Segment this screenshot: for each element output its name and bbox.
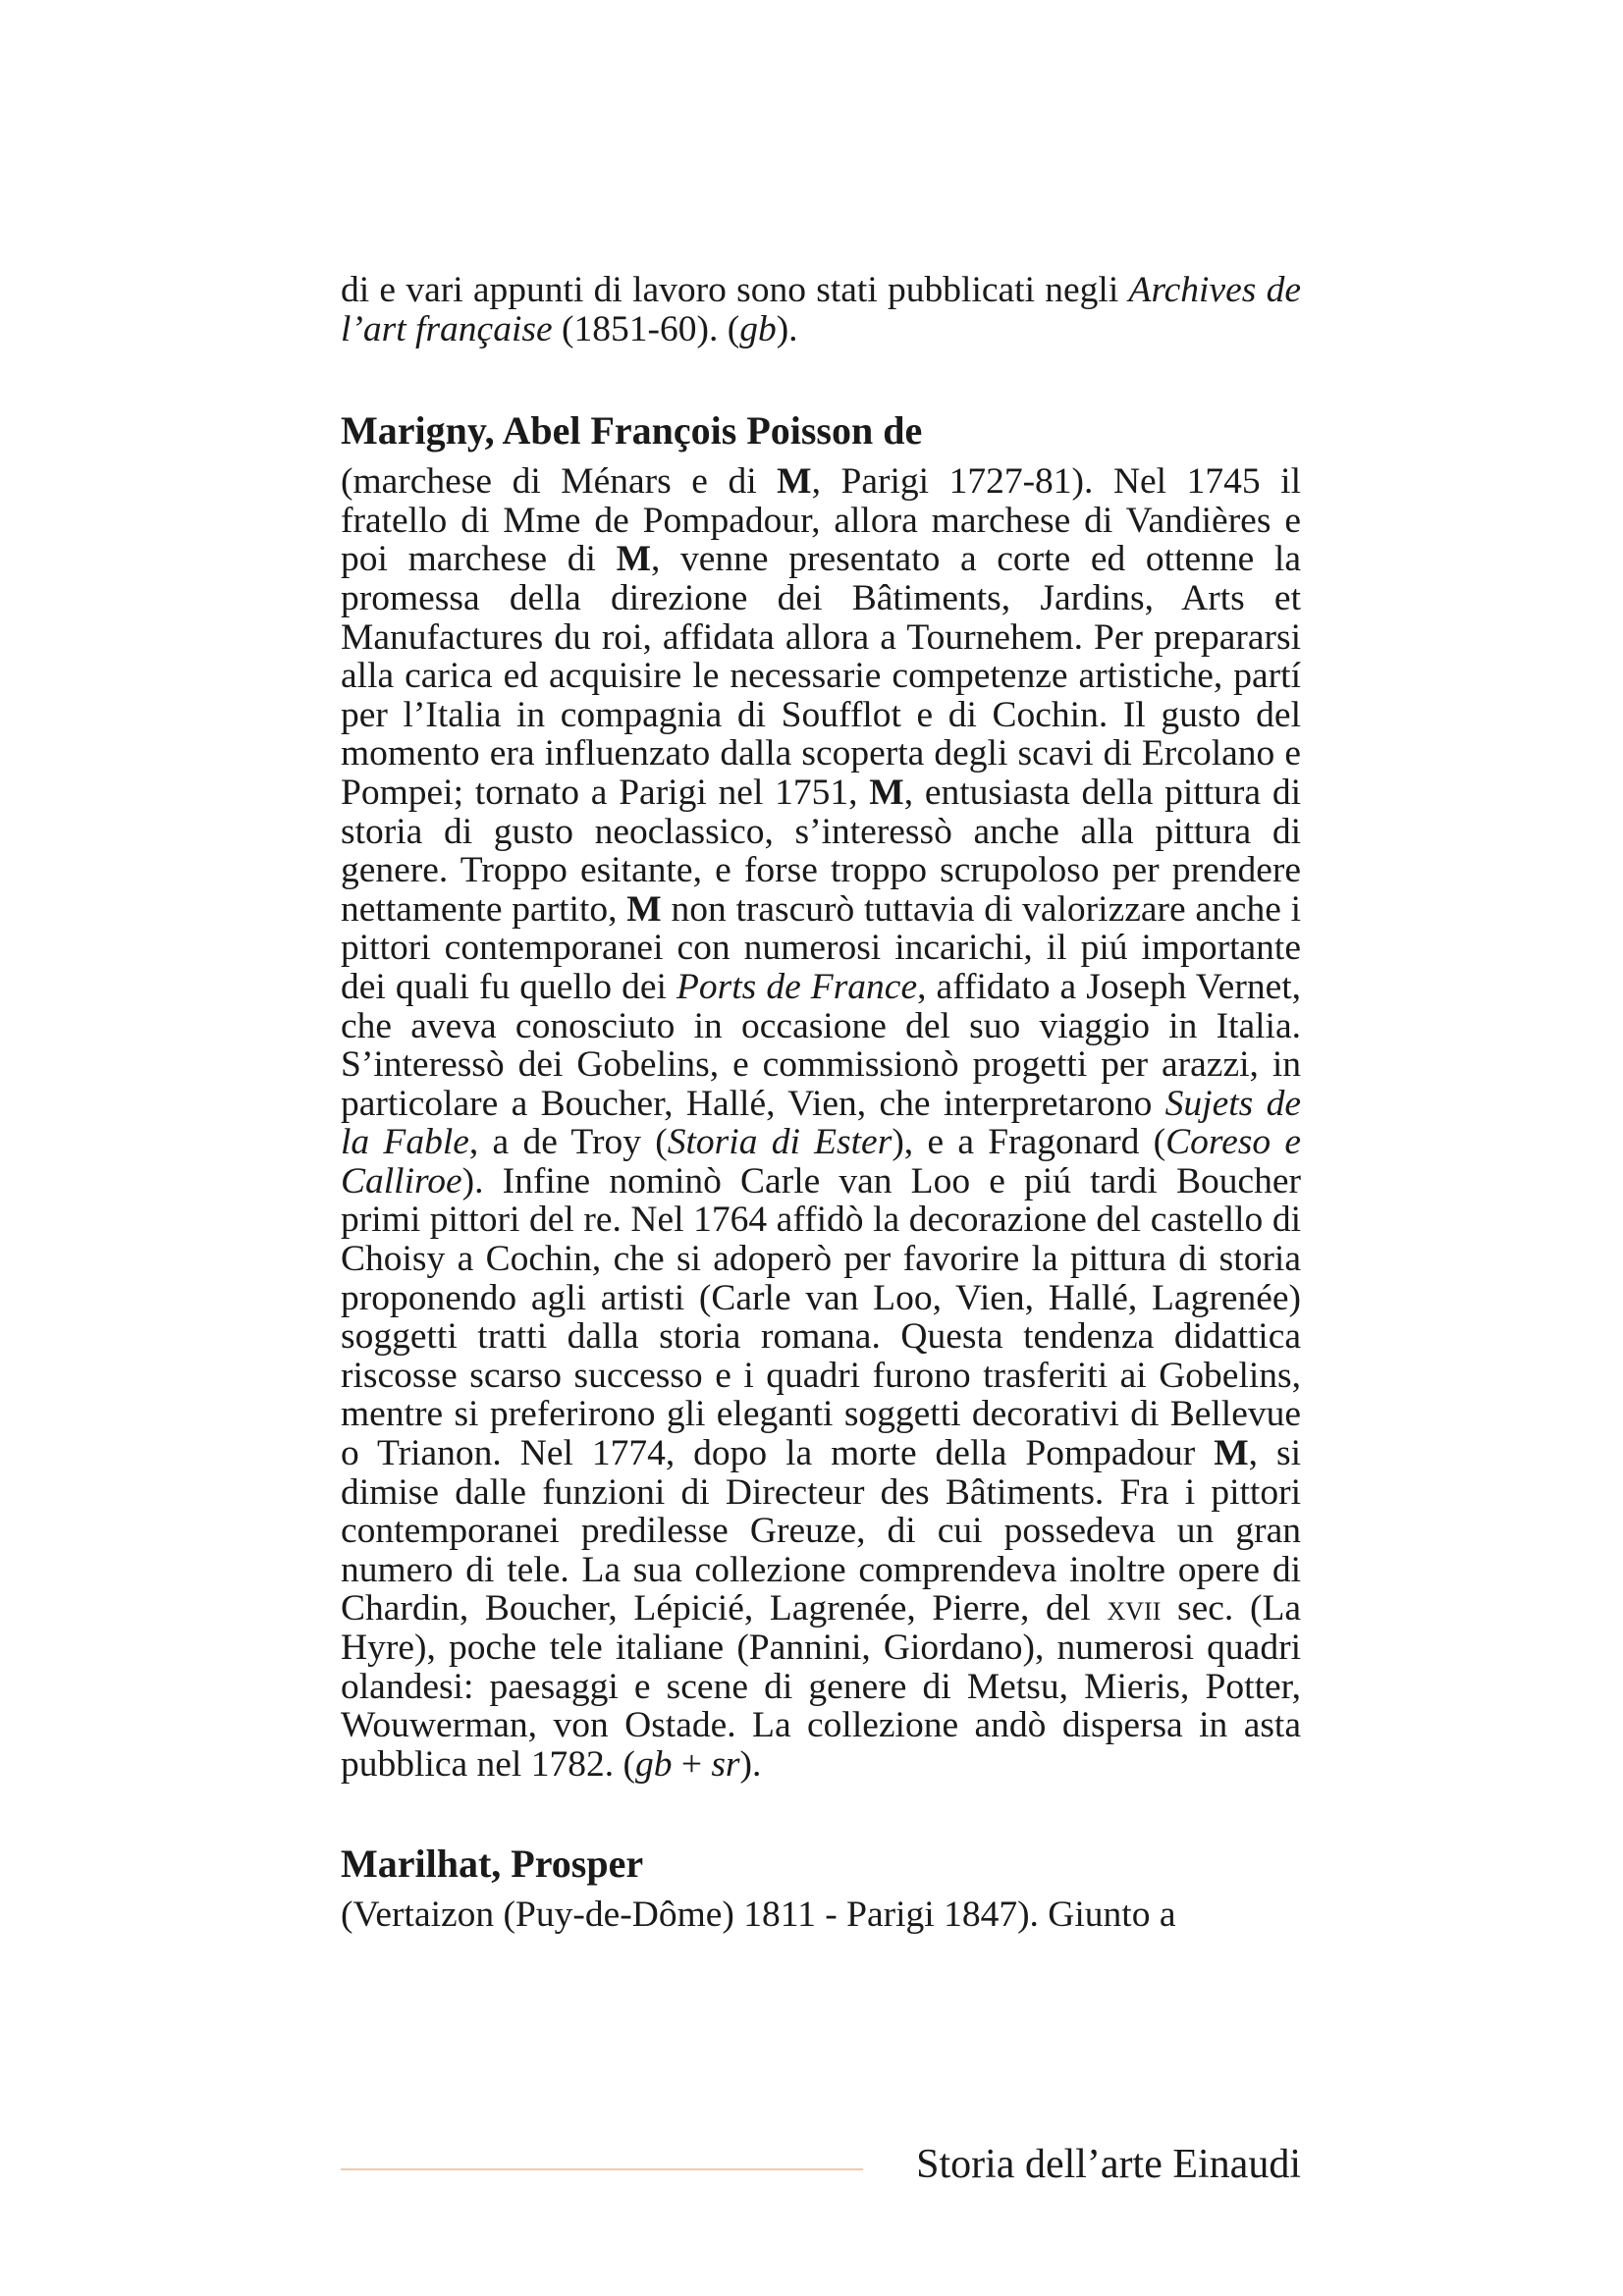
- italic-title: Storia di Ester: [667, 1122, 893, 1163]
- text-run: (marchese di Ménars e di: [341, 461, 778, 503]
- bold-abbrev: M: [616, 539, 652, 580]
- intro-signature: gb: [739, 308, 777, 349]
- entry-title-marilhat: Marilhat, Prosper: [341, 1842, 644, 1887]
- entry-title-marigny: Marigny, Abel François Poisson de: [341, 408, 923, 454]
- intro-close: ).: [776, 308, 798, 349]
- text-run: , venne presentato a corte ed ottenne la promessa della direzione dei Bâtiments, Jardins, Arts et Manufactures du roi, affidata allora a Tournehem. Per prepararsi alla carica ed acquisire le necessarie competenze artistiche, partí per l’Italia in compagnia di Soufflot e di Cochin. Il gusto del momento era influenzato dalla scoperta degli scavi di Ercolano e Pompei; tornato a Parigi nel 1751,: [341, 539, 1301, 813]
- italic-title: Sujets de la Fable: [341, 1083, 1301, 1163]
- text-run: , a de Troy (: [468, 1122, 668, 1163]
- entry-body-marigny: [341, 462, 1301, 1784]
- text-run: , si dimise dalle funzioni di Directeur des Bâtiments. Fra i pittori contemporanei predilesse Greuze, di cui possedeva un gran numero di tele. La sua collezione comprendeva inoltre opere di Chardin, Boucher, Lépicié, Lagrenée, Pierre, del: [341, 1433, 1301, 1629]
- text-run: ), e a Fragonard (: [892, 1122, 1166, 1163]
- italic-title: Ports de France: [676, 966, 918, 1007]
- text-column: [341, 271, 1301, 1935]
- continued-paragraph: [341, 271, 1301, 348]
- text-run: +: [672, 1743, 712, 1785]
- entry-body-marilhat: [341, 1896, 1301, 1935]
- text-run: (Vertaizon (Puy-de-Dôme) 1811 - Parigi 1847). Giunto a: [341, 1895, 1176, 1936]
- text-run: non trascurò tuttavia di valorizzare anche i pittori contemporanei con numerosi incarichi, il piú importante dei quali fu quello dei: [341, 888, 1302, 1007]
- intro-italic-title: Archives de l’art française: [341, 270, 1301, 349]
- intro-tail: (1851-60). (: [552, 308, 740, 349]
- bold-abbrev: M: [626, 888, 662, 930]
- text-run: , affidato a Joseph Vernet, che aveva conosciuto in occasione del suo viaggio in Italia. S’interessò dei Gobelins, e commissionò progetti per arazzi, in particolare a Boucher, Hallé, Vien, che interpretarono: [341, 966, 1302, 1124]
- bold-abbrev: M: [1214, 1433, 1249, 1474]
- page-footer: [341, 2140, 1301, 2189]
- italic-title: Coreso e Calliroe: [341, 1122, 1301, 1201]
- bold-abbrev: M: [777, 461, 812, 503]
- text-run: , Parigi 1727-81). Nel 1745 il fratello di Mme de Pompadour, allora marchese di Vandières e poi marchese di: [341, 461, 1301, 580]
- footer-rule: [341, 2168, 863, 2170]
- intro-text: di e vari appunti di lavoro sono stati pubblicati negli: [341, 270, 1129, 310]
- text-run: ).: [739, 1743, 762, 1785]
- text-run: ). Infine nominò Carle van Loo e piú tardi Boucher primi pittori del re. Nel 1764 affidò la decorazione del castello di Choisy a Cochin, che si adoperò per favorire la pittura di storia proponendo agli artisti (Carle van Loo, Vien, Hallé, Lagrenée) soggetti tratti dalla storia romana. Questa tendenza didattica riscosse scarso successo e i quadri furono trasferiti ai Gobelins, mentre si preferirono gli eleganti soggetti decorativi di Bellevue o Trianon. Nel 1774, dopo la morte della Pompadour: [341, 1160, 1301, 1474]
- text-run: , entusiasta della pittura di storia di gusto neoclassico, s’interessò anche alla pittura di genere. Troppo esitante, e forse troppo scrupoloso per prendere nettamente partito,: [341, 772, 1301, 930]
- author-signature: gb: [634, 1743, 673, 1785]
- small-caps-century: xvii: [1107, 1588, 1162, 1629]
- text-run: sec. (La Hyre), poche tele italiane (Pannini, Giordano), numerosi quadri olandesi: paesaggi e scene di genere di Metsu, Mieris, Potter, Wouwerman, von Ostade. La collezione andò dispersa in asta pubblica nel 1782. (: [341, 1588, 1301, 1785]
- author-signature: sr: [711, 1743, 740, 1785]
- bold-abbrev: M: [869, 772, 904, 813]
- footer-publisher-label: Storia dell’arte Einaudi: [916, 2142, 1301, 2187]
